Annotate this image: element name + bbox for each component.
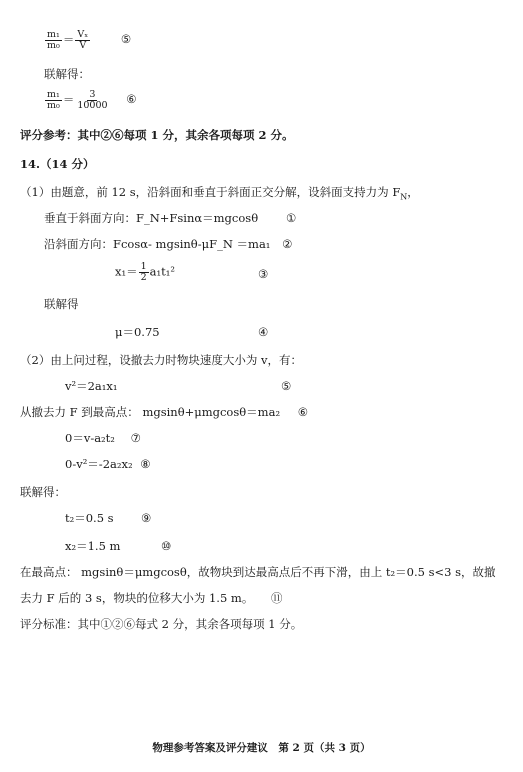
zero1-text: 0＝v-a₂t₂ (65, 431, 115, 445)
part-1-end: ， (407, 185, 419, 199)
v-squared-equation (65, 378, 292, 394)
zero2-text: 0-v²＝-2a₂x₂ (65, 457, 133, 471)
eq6-rhs-numerator: 3 (89, 89, 96, 100)
zero-velocity-equation (65, 430, 141, 446)
eq1-tag: ① (286, 211, 297, 225)
eq5-rhs-numerator: Vₓ (77, 29, 89, 40)
part-1-subscript: N (400, 192, 408, 202)
eq2-tag: ② (282, 237, 293, 251)
perpendicular-equation (44, 210, 297, 226)
eq5-denominator: m₀ (47, 39, 60, 51)
conclusion-2-text: 去力 F 后的 3 s，物块的位移大小为 1.5 m。 (20, 591, 254, 605)
x1-frac-den: 2 (140, 271, 147, 283)
along-text: 沿斜面方向：Fcosα- mgsinθ-μF_N ＝ma₁ (44, 237, 271, 251)
eq11-tag: ⑪ (270, 591, 283, 605)
part-2-intro: （2）由上问过程，设撤去力时物块速度大小为 v，有： (20, 353, 302, 367)
scoring-note-1: 评分参考：其中②⑥每项 1 分，其余各项每项 2 分。 (20, 128, 294, 142)
conclusion-line-1: 在最高点： mgsinθ＝μmgcosθ，故物块到达最高点后不再下滑，由上 t₂＝0.5 s<3 s，故撤 (20, 565, 496, 579)
eq9-tag: ⑨ (141, 511, 152, 525)
eq4-tag: ④ (258, 325, 269, 339)
eq6-denominator: m₀ (47, 99, 60, 111)
part-1-text: （1）由题意，前 12 s，沿斜面和垂直于斜面正交分解，设斜面支持力为 F (20, 185, 401, 199)
scoring-note-2: 评分标准：其中①②⑥每式 2 分，其余各项每项 1 分。 (20, 617, 303, 631)
eq5-tag: ⑤ (120, 32, 132, 47)
mu-result (115, 324, 269, 340)
t2-result (65, 510, 152, 526)
along-slope-equation (44, 236, 292, 252)
eq6-rhs-denominator: 10000 (77, 99, 108, 111)
eq7-tag: ⑦ (130, 431, 141, 445)
x1-lhs: x₁＝ (115, 264, 138, 279)
zero-displacement-equation (65, 456, 151, 472)
eq5-numerator: m₁ (47, 29, 60, 40)
eq10-tag: ⑩ (161, 539, 172, 553)
part-1-intro (20, 184, 419, 205)
lianjie-2: 联解得 (44, 297, 79, 311)
x1-frac-num: 1 (140, 261, 147, 272)
conclusion-line-2 (20, 590, 282, 606)
eq6b-tag: ⑥ (297, 405, 309, 419)
question-14-heading: 14.（14 分） (20, 157, 95, 171)
x2-text: x₂＝1.5 m (65, 539, 121, 553)
page-footer: 物理参考答案及评分建议 第 2 页（共 3 页） (152, 742, 371, 754)
eq5-rhs-denominator: V (79, 39, 87, 51)
highest-point-equation (20, 404, 308, 420)
equation-5: $\frac{\text{m₁}}{\text{m₀}}$ ＝ $\frac{\text{Vₓ}}{V}$ ⑤ (47, 29, 132, 51)
highest-text: 从撤去力 F 到最高点： mgsinθ+μmgcosθ＝ma₂ (20, 405, 281, 419)
x2-result (65, 538, 172, 554)
perpendicular-text: 垂直于斜面方向：F_N+Fsinα＝mgcosθ (44, 211, 259, 225)
eq3-tag: ③ (258, 267, 269, 281)
mu-text: μ＝0.75 (115, 325, 160, 339)
x1-equation (115, 261, 269, 283)
eq5b-tag: ⑤ (281, 379, 292, 393)
lianjie-3: 联解得： (20, 485, 66, 499)
t2-text: t₂＝0.5 s (65, 511, 114, 525)
eq6-tag: ⑥ (126, 92, 137, 107)
eq8-tag: ⑧ (140, 457, 151, 471)
lianjie-1: 联解得： (44, 67, 90, 81)
equation-6: $\frac{\text{m₁}}{\text{m₀}}$ ＝ $\frac{3}{10000}$ ⑥ (47, 89, 137, 111)
x1-rhs: a₁t₁² (149, 264, 175, 279)
v2-text: v²＝2a₁x₁ (65, 379, 118, 393)
eq6-numerator: m₁ (47, 89, 60, 100)
